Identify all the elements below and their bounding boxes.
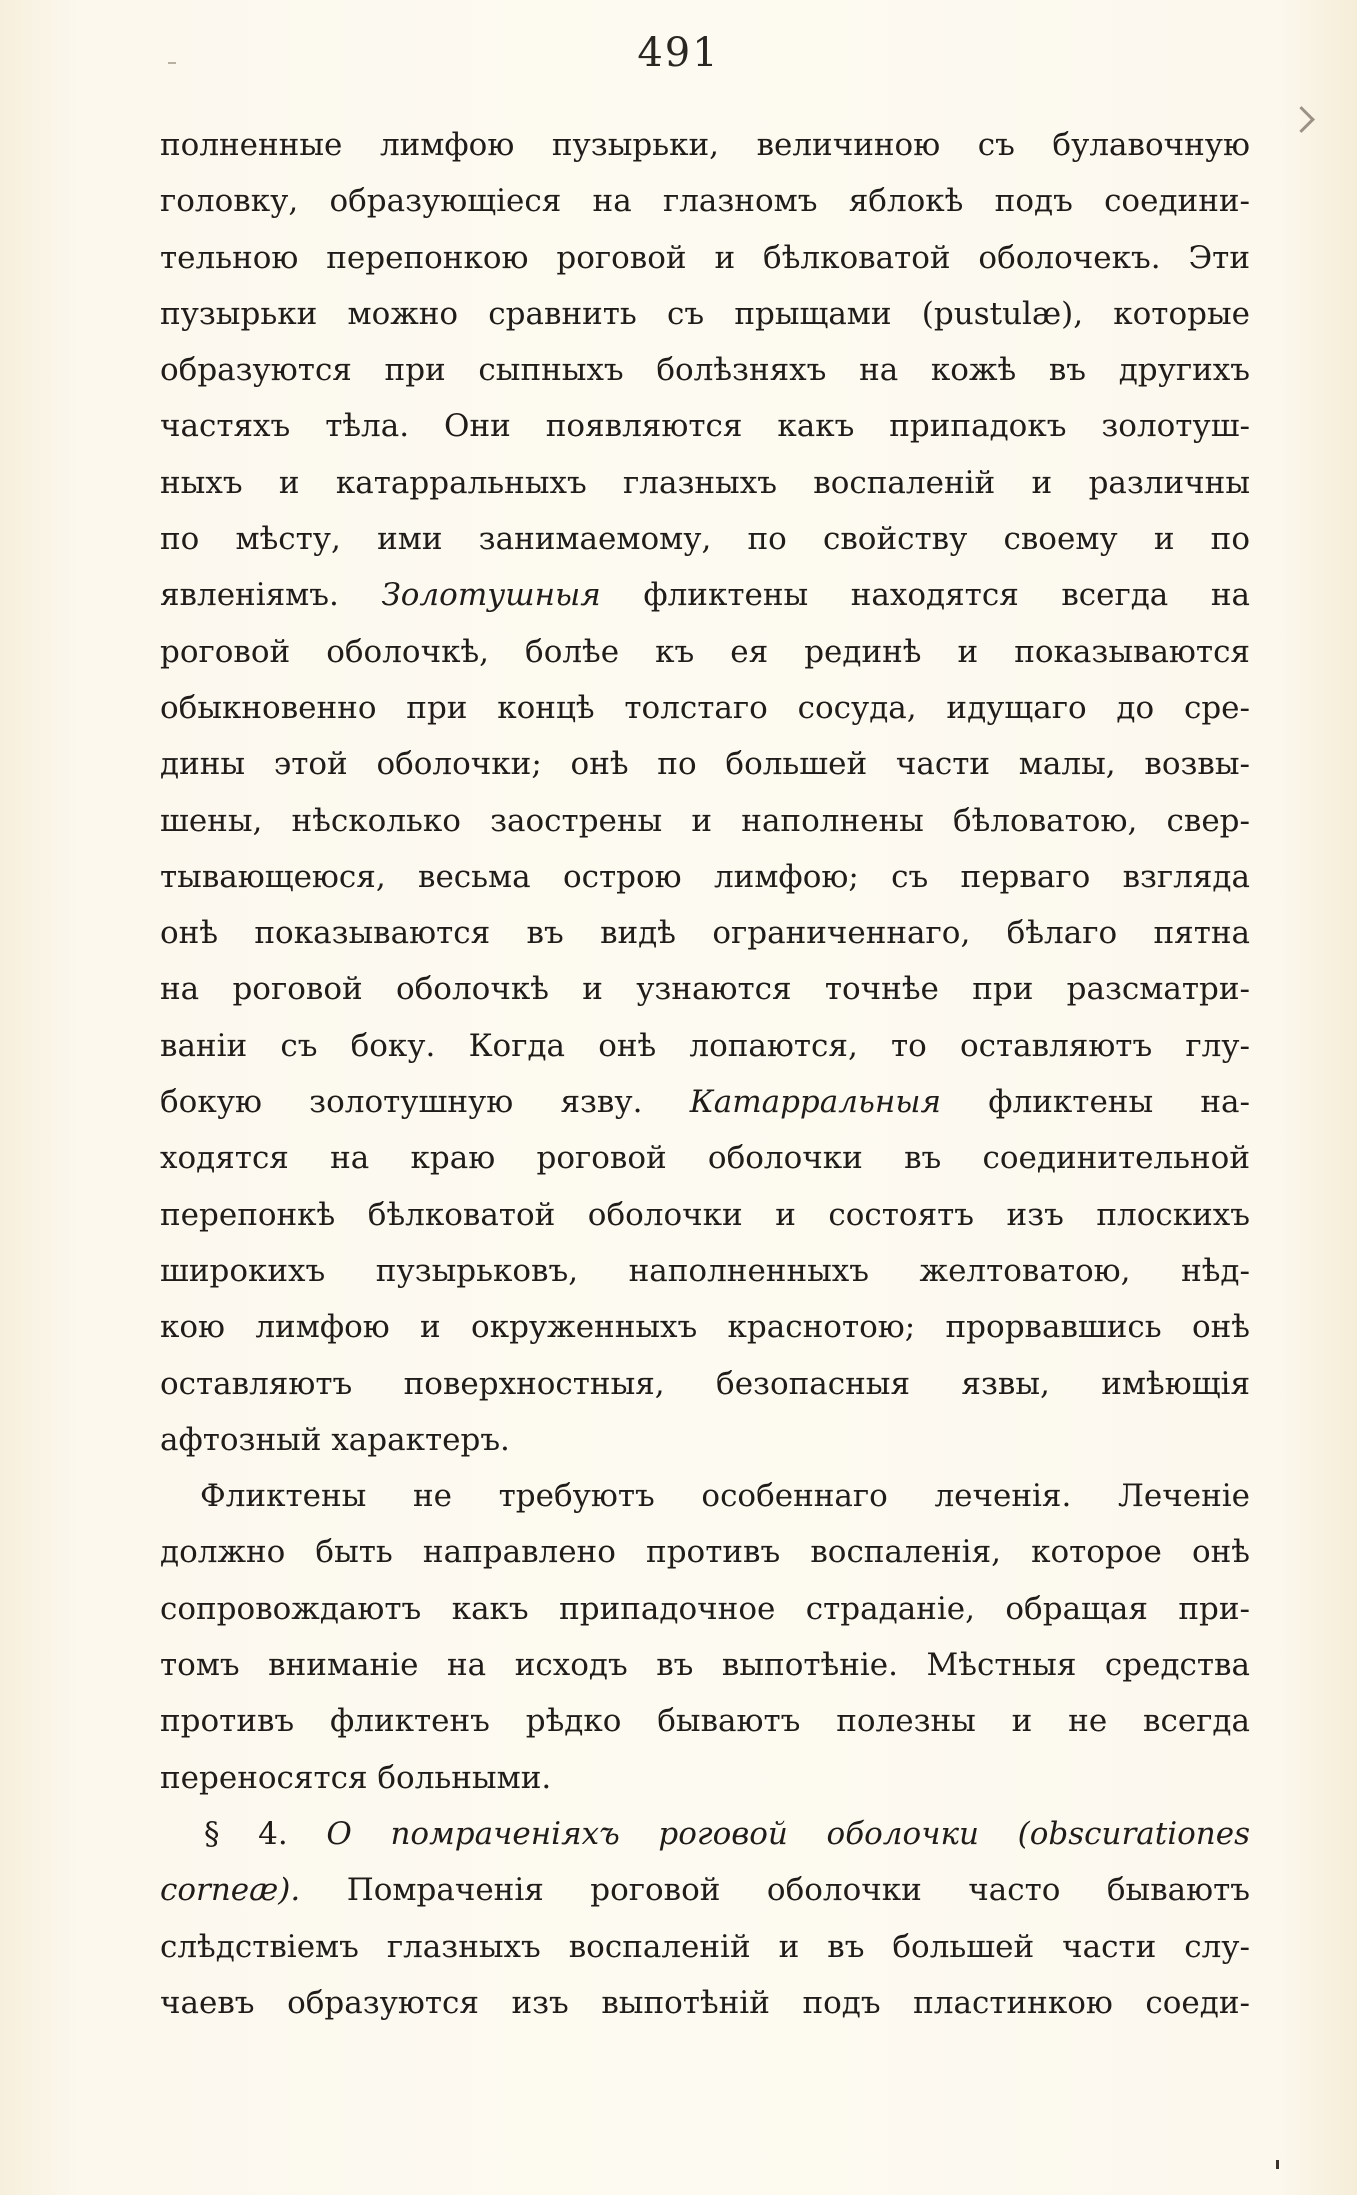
text-line: онѣ показываются въ видѣ ограниченнаго, бѣлаго пятна [160,915,1250,952]
corner-mark [1288,106,1315,133]
text-line: переносятся больными. [160,1759,552,1796]
text-line: роговой оболочкѣ, болѣе къ ея рединѣ и показываются [160,633,1250,670]
text-line: противъ фликтенъ рѣдко бываютъ полезны и не всегда [160,1703,1250,1740]
text-line: должно быть направлено противъ воспаленія, которое онѣ [160,1534,1250,1571]
section-number: § 4. [204,1815,288,1852]
bottom-mark [1276,2160,1279,2169]
text-line: афтозный характеръ. [160,1421,510,1458]
page-number: 491 [637,30,720,76]
italic-term: Золотушныя [381,577,601,614]
text-line: чаевъ образуются изъ выпотѣній подъ пластинкою соеди- [160,1984,1250,2021]
text-line: тывающеюся, весьма острою лимфою; съ перваго взгляда [160,858,1250,895]
text-line: перепонкѣ бѣлковатой оболочки и состоятъ изъ плоскихъ [160,1196,1250,1233]
text-line: томъ вниманіе на исходъ въ выпотѣніе. Мѣстныя средства [160,1647,1250,1684]
text-line: шены, нѣсколько заострены и наполнены бѣловатою, свер- [160,802,1250,839]
text-line: полненные лимфою пузырьки, величиною съ булавочную [160,127,1250,163]
text-line [160,567,1250,623]
text-line: оставляютъ поверхностныя, безопасныя язвы, имѣющія [160,1365,1250,1402]
line-text: фликтены находятся всегда на [600,577,1250,614]
text-line: по мѣсту, ими занимаемому, по свойству своему и по [160,521,1250,558]
text-line: ваніи съ боку. Когда онѣ лопаются, то оставляютъ глу- [160,1027,1250,1064]
text-line [160,1074,1250,1130]
text-line [160,1862,1250,1918]
text-line: частяхъ тѣла. Они появляются какъ припадокъ золотуш- [160,408,1250,445]
text-line: ходятся на краю роговой оболочки въ соединительной [160,1140,1250,1177]
text-line: тельною перепонкою роговой и бѣлковатой оболочекъ. Эти [160,239,1250,276]
text-line: пузырьки можно сравнить съ прыщами (pustulæ), которые [160,295,1250,332]
text-line: слѣдствіемъ глазныхъ воспаленій и въ большей части слу- [160,1928,1250,1965]
text-line: головку, образующіеся на глазномъ яблокѣ подъ соедини- [160,183,1250,220]
text-line: обыкновенно при концѣ толстаго сосуда, идущаго до сре- [160,689,1250,726]
line-text: фликтены на- [941,1084,1250,1121]
text-line: дины этой оболочки; онѣ по большей части малы, возвы- [160,746,1250,783]
text-line: образуются при сыпныхъ болѣзняхъ на кожѣ въ другихъ [160,352,1250,389]
body-text [160,117,1250,2031]
section-title-end: corneæ). [160,1872,301,1909]
margin-mark [168,62,176,64]
section-heading [160,1806,1250,1862]
section-title: О помраченіяхъ роговой оболочки (obscurationes [326,1815,1250,1852]
paragraph-first-line: Фликтены не требуютъ особеннаго леченія. Леченіе [200,1478,1250,1515]
text-line: ныхъ и катарральныхъ глазныхъ воспаленій и различны [160,464,1250,501]
line-text: явленіямъ. [160,577,382,614]
text-line: широкихъ пузырьковъ, наполненныхъ желтоватою, нѣд- [160,1252,1250,1289]
line-text: бокую золотушную язву. [160,1084,690,1121]
text-line: кою лимфою и окруженныхъ краснотою; прорвавшись онѣ [160,1309,1250,1346]
text-line: сопровождаютъ какъ припадочное страданіе, обращая при- [160,1590,1250,1627]
line-text: Помраченія роговой оболочки часто бываютъ [300,1872,1250,1909]
text-line: на роговой оболочкѣ и узнаются точнѣе при разсматри- [160,971,1250,1008]
italic-term: Катарральныя [689,1084,942,1121]
